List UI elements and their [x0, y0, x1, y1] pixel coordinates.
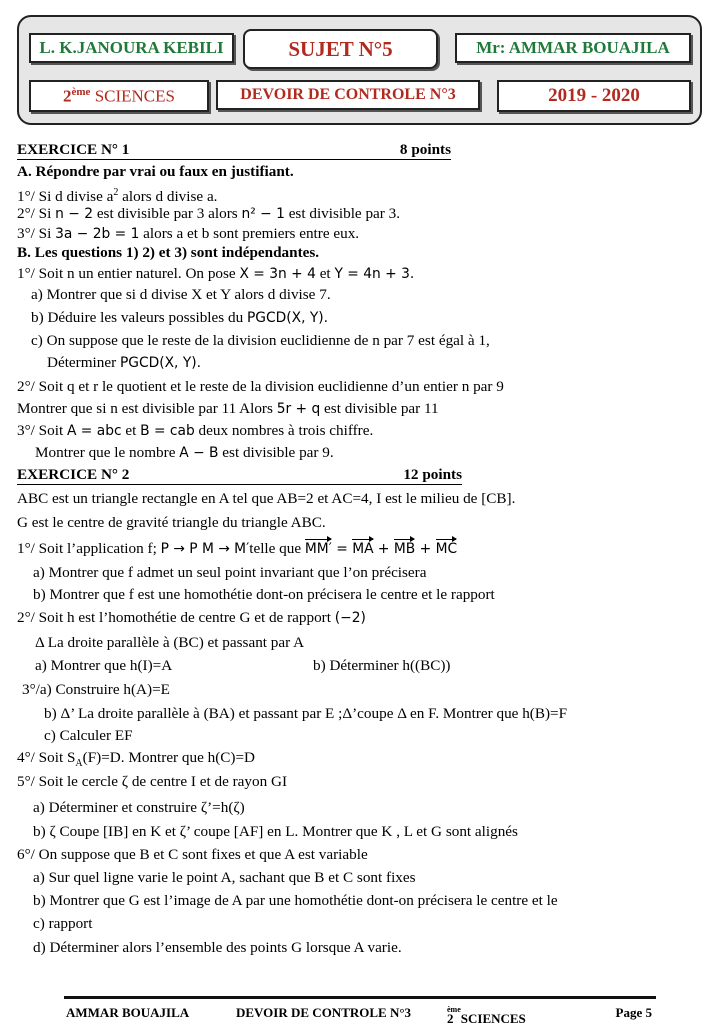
- footer-exam: DEVOIR DE CONTROLE N°3: [236, 1005, 412, 1020]
- ex2-q3b: b) Δ’ La droite parallèle à (BA) et passant par E ;Δ’coupe Δ en F. Montrer que h(B)=F: [44, 705, 568, 722]
- vector-mm-prime: MM′: [304, 541, 332, 557]
- ex1-b-q1b: b) Déduire les valeurs possibles du PGCD(X, Y).: [31, 309, 329, 326]
- ex2-q6b: b) Montrer que G est l’image de A par une homothétie dont-on précisera le centre et le: [33, 892, 558, 909]
- ex2-q3c: c) Calculer EF: [44, 727, 133, 744]
- exercise-2-title: EXERCICE N° 2 12 points: [17, 466, 462, 483]
- year-box: [497, 80, 691, 112]
- ex2-intro-2: G est le centre de gravité triangle du triangle ABC.: [17, 514, 326, 531]
- exercise-1-title: EXERCICE N° 1 8 points: [17, 141, 451, 158]
- footer-author: AMMAR BOUAJILA: [66, 1005, 190, 1020]
- exam-box: [216, 80, 480, 110]
- ex2-q4: 4°/ Soit $S_A(F)=D$. Montrer que h(C)=D: [17, 749, 256, 770]
- ex2-q5b: b) ζ Coupe [IB] en K et ζ’ coupe [AF] en L. Montrer que K , L et G sont alignés: [33, 823, 518, 840]
- ex2-q1b: b) Montrer que f est une homothétie dont-on précisera le centre et le rapport: [33, 586, 495, 603]
- teacher-box: [455, 33, 691, 63]
- ex2-intro-1: ABC est un triangle rectangle en A tel que AB=2 et AC=4, I est le milieu de [CB].: [17, 490, 516, 507]
- ex1-a-q2: 2°/ Si n − 2 est divisible par 3 alors n² − 1 est divisible par 3.: [17, 205, 401, 222]
- footer-class: 2 $^{ème}$ SCIENCES: [447, 1005, 526, 1026]
- ex2-q1: 1°/ Soit l’application f; P → P M → M′telle que MM′ = MA + MB + MC: [17, 540, 458, 557]
- ex1-b-q3: 3°/ Soit A = abc et B = cab deux nombres à trois chiffre.: [17, 422, 374, 439]
- ex2-q2a: a) Montrer que h(I)=A: [35, 657, 173, 674]
- page-footer: [64, 996, 656, 1026]
- subject-title: SUJET N°5: [288, 36, 393, 61]
- ex2-q2b: b) Déterminer h((BC)): [313, 657, 451, 674]
- ex1-a-q1: 1°/ Si d divise $a^2$ alors d divise a.: [17, 187, 218, 206]
- ex2-q6: 6°/ On suppose que B et C sont fixes et que A est variable: [17, 846, 368, 863]
- vector-mb: MB: [393, 541, 416, 557]
- ex1-b-q1c-determine: Déterminer PGCD(X, Y).: [47, 354, 202, 371]
- ex2-q6d: d) Déterminer alors l’ensemble des points G lorsque A varie.: [33, 939, 402, 956]
- vector-ma: MA: [352, 541, 374, 557]
- ex1-b-q3-show: Montrer que le nombre A − B est divisible par 9.: [35, 444, 334, 461]
- ex1-part-a-title: A. Répondre par vrai ou faux en justifiant.: [17, 163, 294, 180]
- ex1-b-q2: 2°/ Soit q et r le quotient et le reste de la division euclidienne d’un entier n par 9: [17, 378, 504, 395]
- teacher-name: Mr: AMMAR BOUAJILA: [476, 38, 670, 57]
- ex2-q6c: c) rapport: [33, 915, 93, 932]
- ex1-b-q1: 1°/ Soit n un entier naturel. On pose X = 3n + 4 et Y = 4n + 3.: [17, 265, 415, 282]
- vector-mc: MC: [435, 541, 458, 557]
- school-name-box: [29, 33, 234, 63]
- ex1-b-q2-show: Montrer que si n est divisible par 11 Alors 5r + q est divisible par 11: [17, 400, 439, 417]
- school-name: L. K.JANOURA KEBILI: [39, 38, 224, 57]
- exercise-2-points: 12 points: [403, 466, 462, 483]
- ex1-b-q1a: a) Montrer que si d divise X et Y alors d divise 7.: [31, 286, 331, 303]
- school-year: 2019 - 2020: [548, 85, 640, 106]
- exercise-1-points: 8 points: [399, 141, 451, 158]
- ex1-b-q1c: c) On suppose que le reste de la division euclidienne de n par 7 est égal à 1,: [31, 332, 490, 349]
- subject-box: [243, 29, 438, 69]
- ex2-q2-delta: Δ La droite parallèle à (BC) et passant par A: [35, 634, 305, 651]
- exam-title: DEVOIR DE CONTROLE N°3: [240, 86, 456, 103]
- ex1-a-q3: 3°/ Si 3a − 2b = 1 alors a et b sont premiers entre eux.: [17, 225, 360, 242]
- class-label: 2ème SCIENCES: [63, 85, 175, 106]
- ex2-q1a: a) Montrer que f admet un seul point invariant que l’on précisera: [33, 564, 427, 581]
- ex2-q3a: 3°/a) Construire h(A)=E: [22, 681, 170, 698]
- ex2-q5a: a) Déterminer et construire ζ’=h(ζ): [33, 799, 245, 816]
- ex2-q5: 5°/ Soit le cercle ζ de centre I et de rayon GI: [17, 773, 288, 790]
- footer-page: Page 5: [615, 1005, 652, 1020]
- ex2-q2: 2°/ Soit h est l’homothétie de centre G et de rapport (−2): [17, 609, 366, 626]
- ex1-part-b-title: B. Les questions 1) 2) et 3) sont indépendantes.: [17, 244, 320, 261]
- ex2-q6a: a) Sur quel ligne varie le point A, sachant que B et C sont fixes: [33, 869, 416, 886]
- class-box: [29, 80, 209, 112]
